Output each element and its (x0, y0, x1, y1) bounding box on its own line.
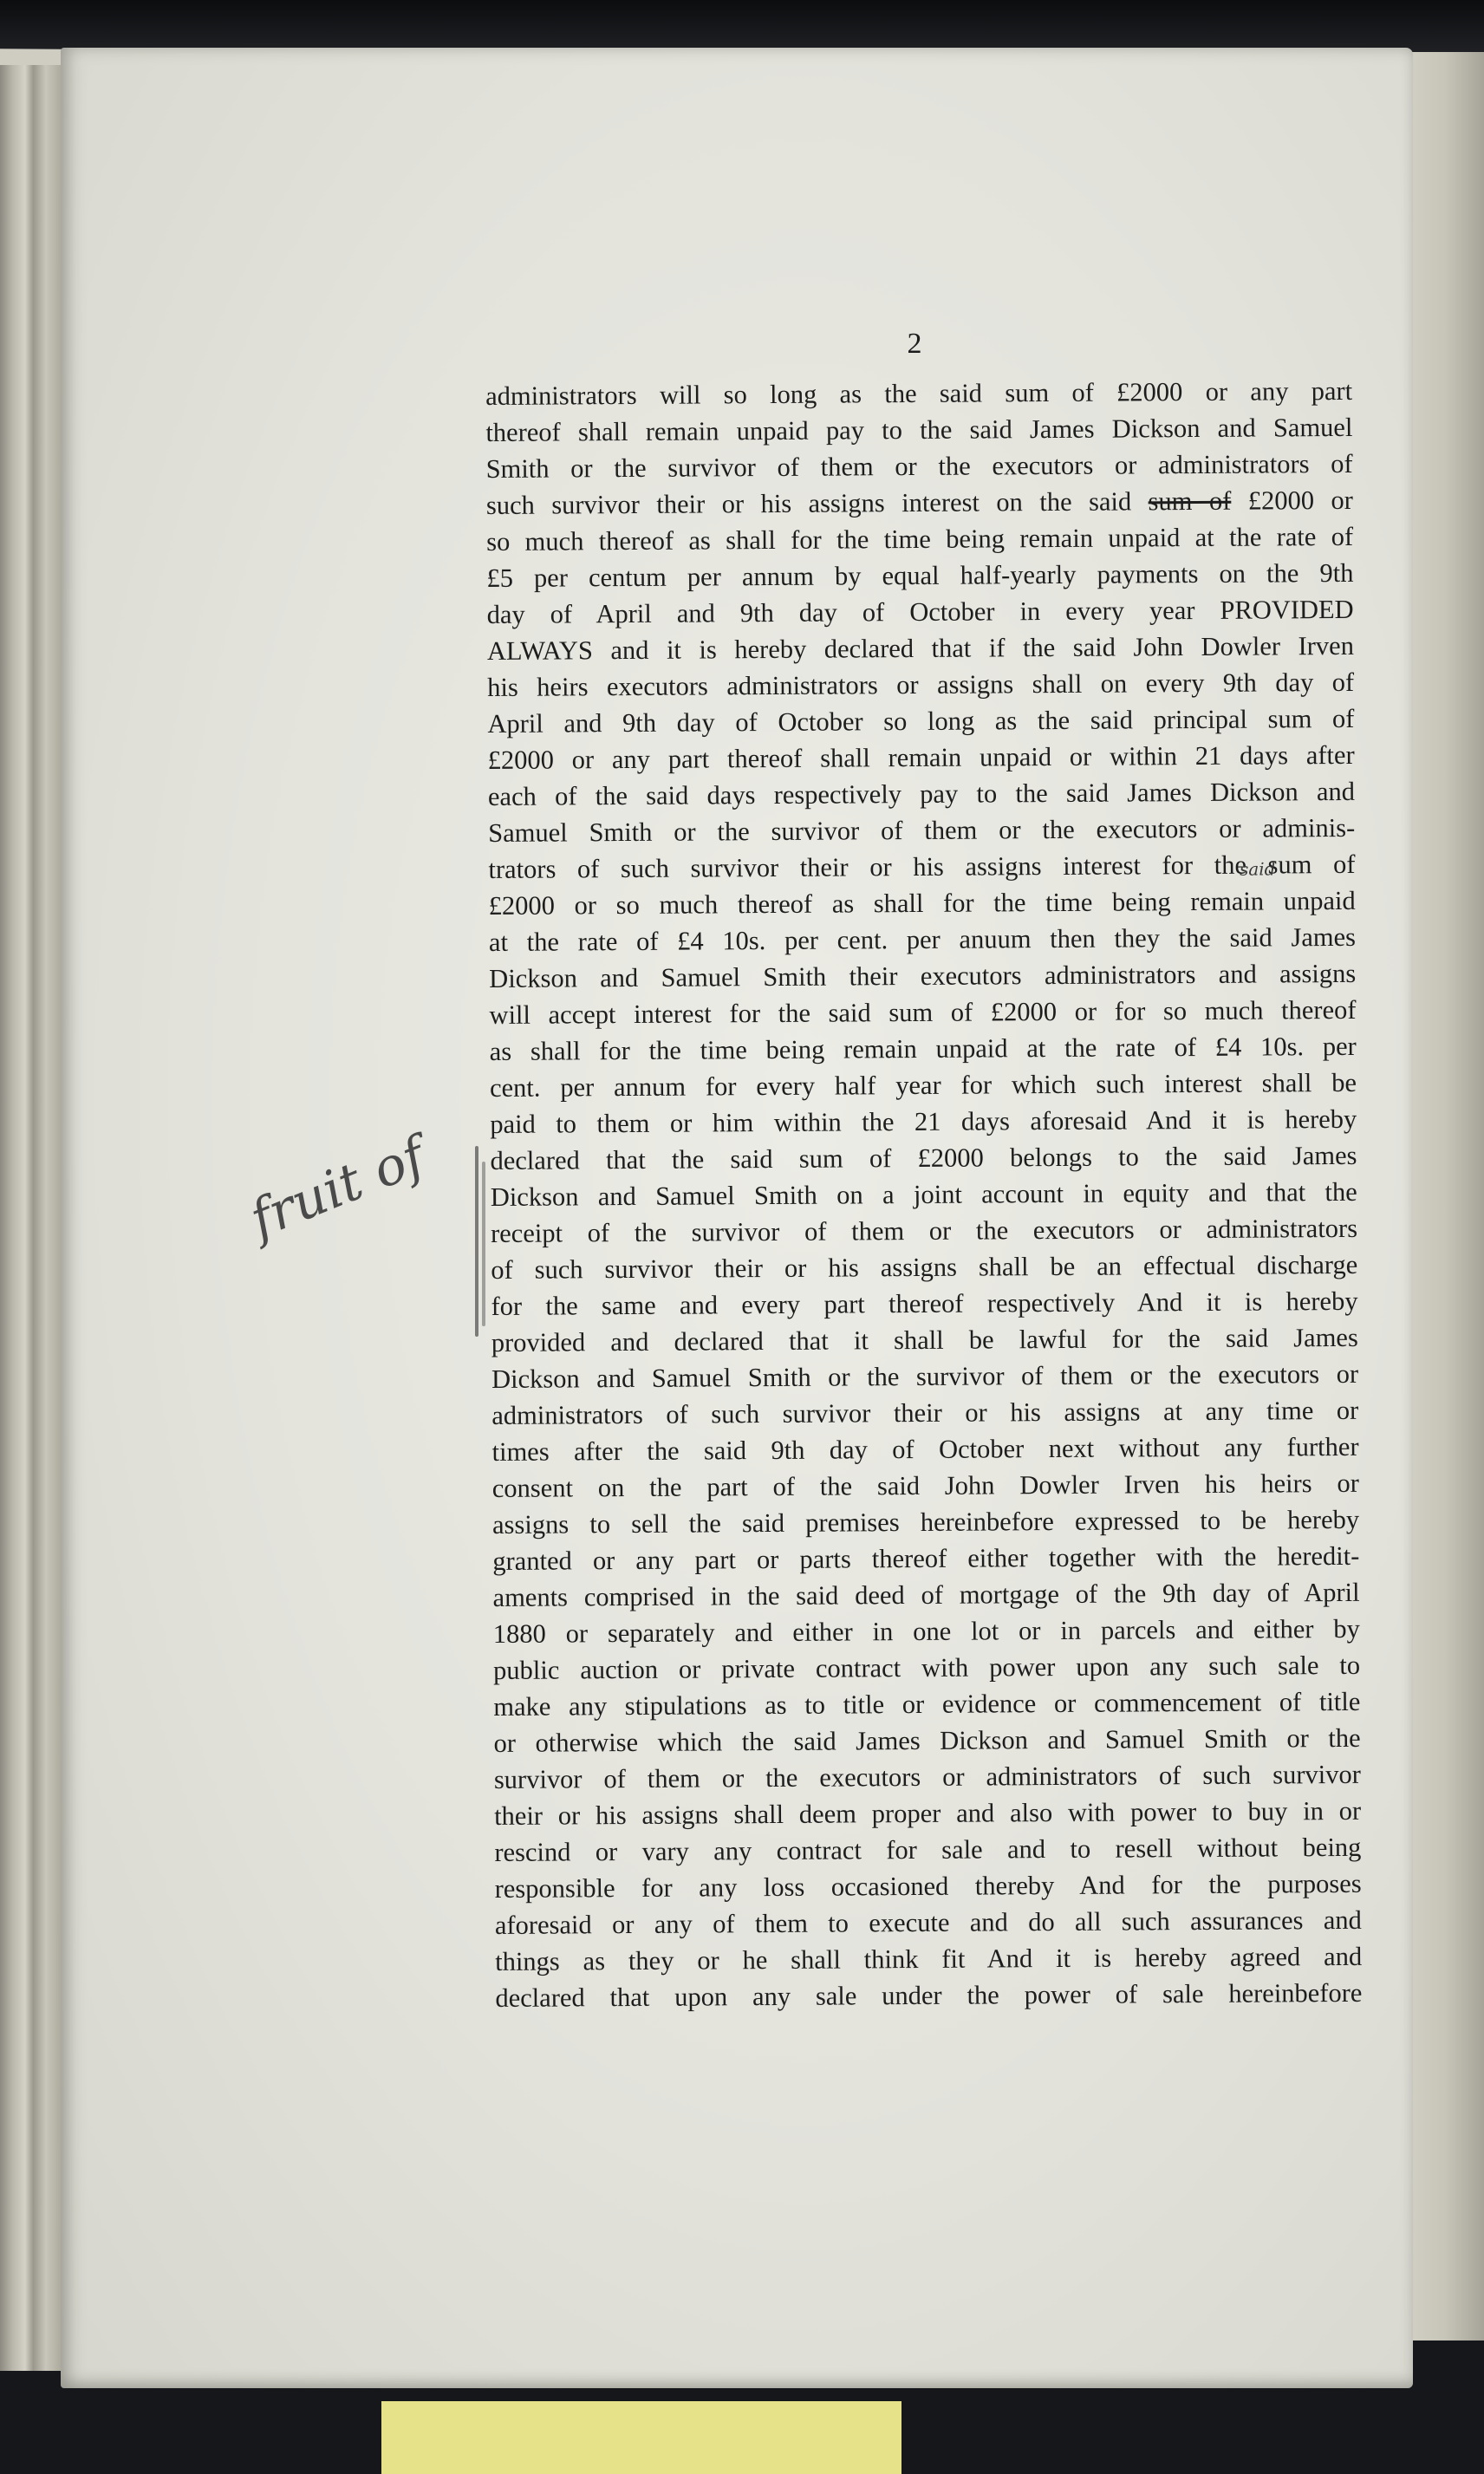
page-number: 2 (907, 328, 922, 360)
text-line: assigns to sell the said premises hereinbefore expressed to be hereby (491, 1504, 1360, 1540)
text-line: £2000 or any part thereof shall remain unpaid or within 21 days after (487, 739, 1355, 775)
text-line: declared that the said sum of £2000 belongs to the said James (490, 1140, 1357, 1175)
text-line: cent. per annum for every half year for which such interest shall be (489, 1067, 1357, 1103)
text-line: day of April and 9th day of October in every year PROVIDED (486, 594, 1354, 629)
handwritten-margin-note: fruit of (241, 1125, 434, 1251)
struck-text: sum of (1148, 485, 1232, 517)
text-segment: trators of such survivor their or his assigns interest for the (488, 850, 1247, 884)
document-body (485, 373, 1363, 2016)
scan-background (0, 0, 1484, 52)
text-line: paid to them or him within the 21 days aforesaid And it is hereby (490, 1104, 1357, 1139)
text-line: rescind or vary any contract for sale and to resell without being (494, 1832, 1362, 1867)
text-line: Smith or the survivor of them or the executors or administrators of (485, 448, 1353, 484)
yellow-tab (381, 2401, 901, 2474)
text-line: administrators will so long as the said sum of £2000 or any part (485, 375, 1353, 411)
text-line: for the same and every part thereof respectively And it is hereby (491, 1286, 1358, 1321)
handwritten-insertion: said (1239, 858, 1276, 880)
text-line: or otherwise which the said James Dickson and Samuel Smith or the (493, 1722, 1361, 1758)
text-line: 1880 or separately and either in one lot or in parcels and either by (492, 1613, 1360, 1649)
text-line: will accept interest for the said sum of £2000 or for so much thereof (489, 994, 1357, 1030)
text-line: £5 per centum per annum by equal half-yearly payments on the 9th (486, 557, 1354, 593)
text-line: his heirs executors administrators or assigns shall on every 9th day of (487, 667, 1355, 702)
text-line (488, 846, 1355, 888)
text-line: ALWAYS and it is hereby declared that if the said John Dowler Irven (486, 630, 1355, 666)
margin-bracket-line (482, 1162, 485, 1326)
text-line: as shall for the time being remain unpaid at the rate of £4 10s. per (489, 1031, 1357, 1066)
text-line: make any stipulations as to title or evidence or commencement of title (493, 1686, 1361, 1722)
text-line: provided and declared that it shall be lawful for the said James (491, 1322, 1358, 1357)
text-line: at the rate of £4 10s. per cent. per anuum then they the said James (488, 921, 1357, 957)
text-line: April and 9th day of October so long as the said principal sum of (487, 703, 1355, 739)
text-line: £2000 or so much thereof as shall for the time being remain unpaid (488, 885, 1356, 921)
text-line: declared that upon any sale under the power of sale hereinbefore (495, 1977, 1363, 2013)
text-segment: £2000 or (1247, 485, 1353, 516)
text-line (486, 482, 1353, 524)
text-line: responsible for any loss occasioned thereby And for the purposes (494, 1868, 1362, 1904)
text-line: receipt of the survivor of them or the executors or administrators (490, 1213, 1358, 1248)
text-line: Dickson and Samuel Smith their executors administrators and assigns (489, 958, 1357, 993)
text-line: aments comprised in the said deed of mortgage of the 9th day of April (492, 1577, 1360, 1612)
margin-bracket-line (475, 1146, 478, 1337)
text-line: consent on the part of the said John Dowler Irven his heirs or (491, 1468, 1359, 1503)
text-line: their or his assigns shall deem proper and also with power to buy in or (494, 1795, 1362, 1831)
text-line: survivor of them or the executors or administrators of such survivor (493, 1759, 1361, 1794)
text-line: granted or any part or parts thereof either together with the heredit- (492, 1540, 1360, 1576)
text-line: things as they or he shall think fit And it is hereby agreed and (495, 1941, 1363, 1976)
text-line: Dickson and Samuel Smith or the survivor of them or the executors or (491, 1358, 1359, 1394)
text-line: so much thereof as shall for the time being remain unpaid at the rate of (486, 521, 1354, 557)
text-line: public auction or private contract with power upon any such sale to (493, 1650, 1361, 1685)
text-line: administrators of such survivor their or his assigns at any time or (491, 1395, 1359, 1430)
text-line: aforesaid or any of them to execute and do all such assurances and (494, 1904, 1362, 1940)
text-segment: sum of (1267, 849, 1356, 880)
text-line: times after the said 9th day of October next without any further (491, 1431, 1359, 1467)
text-line: Dickson and Samuel Smith on a joint account in equity and that the (490, 1176, 1357, 1212)
text-line: Samuel Smith or the survivor of them or the executors or adminis- (488, 812, 1356, 848)
text-segment: such survivor their or his assigns interest on the said (485, 486, 1132, 520)
text-line: each of the said days respectively pay to the said James Dickson and (487, 776, 1356, 811)
text-line: of such survivor their or his assigns shall be an effectual discharge (491, 1249, 1358, 1285)
text-line: thereof shall remain unpaid pay to the said James Dickson and Samuel (485, 412, 1353, 447)
